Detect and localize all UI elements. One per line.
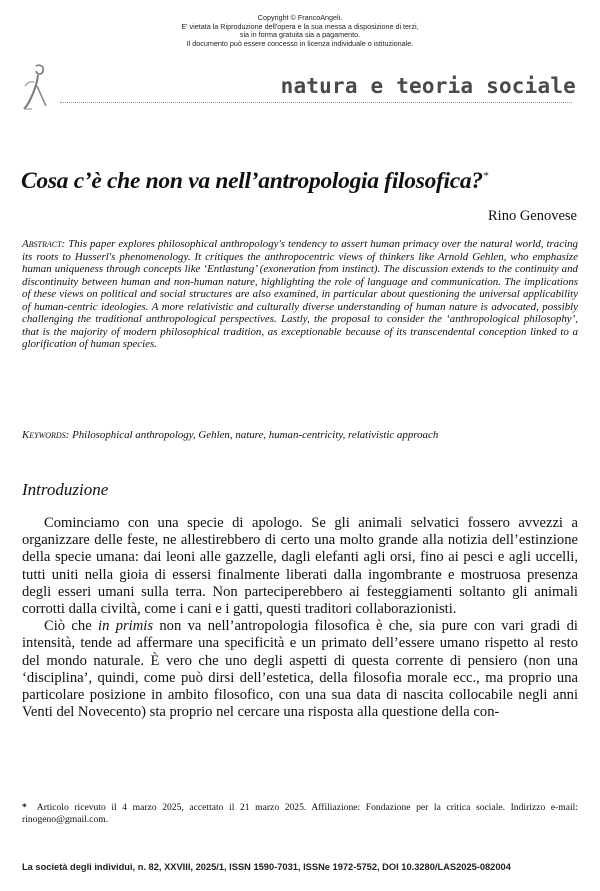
abstract xyxy=(22,238,578,351)
body-paragraph-1: Cominciamo con una specie di apologo. Se gli animali selvatici fossero avvezzi a organizzare delle feste, ne allestirebbero di certo una molto grande alla notizia dell’estinzione della specie umana: dai leoni alle gazzelle, dagli elefanti agli orsi, fino ai pesci e agli uccelli, tutti uniti nella gioia di essersi finalmente liberati dalla ingombrante e mostruosa presenza degli esseri umani sulla terra. Non parteciperebbero ai festeggiamenti soltanto gli animali corrotti dalla civiltà, come i cani e i gatti, questi traditori collaborazionisti. xyxy=(22,515,578,618)
article-title xyxy=(21,167,581,195)
footnote xyxy=(22,802,578,826)
keywords xyxy=(22,429,582,442)
copyright-line: Copyright © FrancoAngeli. xyxy=(257,13,343,22)
copyright-notice xyxy=(0,14,600,48)
section-heading: Introduzione xyxy=(22,480,109,499)
footnote-text: Articolo ricevuto il 4 marzo 2025, accettato il 21 marzo 2025. Affiliazione: Fondazione per la critica sociale. Indirizzo e-mail: rinogeno@gmail.com. xyxy=(22,802,578,826)
stylized-figure-logo-icon xyxy=(22,62,54,112)
title-footnote-mark[interactable]: * xyxy=(482,170,489,183)
header-dotted-rule xyxy=(60,102,572,103)
copyright-line: Il documento può essere concesso in licenza individuale o istituzionale. xyxy=(186,38,414,48)
abstract-text: This paper explores philosophical anthropology's tendency to assert human primacy over the natural world, tracing its roots to Husserl's phenomenology. It critiques the anthropocentric views of thinkers like Arnold Gehlen, who emphasize human uniqueness through concepts like ‘Entlastung’ (exoneration from instinct). The discussion extends to the continuity and discontinuity between human and non-human nature, highlighting the role of language and communication. The implications of these views on political and social structures are also examined, in particular about questioning the universal applicability of human-centric ideologies. A more relativistic and culturally diverse understanding of human nature is advocated, possibly challenging the traditional anthropological perspectives. Lastly, the proposal to consider the ‘anthropological philosophy’, that is the majority of modern philosophical tradition, as exceptionable because of its transcendental conception linked to a glorification of human species. xyxy=(22,238,578,350)
footnote-mark: * xyxy=(22,802,27,813)
body-text xyxy=(22,515,578,721)
keywords-text: Philosophical anthropology, Gehlen, nature, human-centricity, relativistic approach xyxy=(72,429,439,441)
keywords-label: Keywords: xyxy=(22,429,70,441)
journal-citation: La società degli individui, n. 82, XXVIII, 2025/1, ISSN 1590-7031, ISSNe 1972-5752, DOI 10.3280/LAS2025-082004 xyxy=(22,862,511,872)
article-title-text: Cosa c’è che non va nell’antropologia filosofica? xyxy=(21,168,483,194)
journal-header xyxy=(20,62,580,112)
copyright-line: E' vietata la Riproduzione dell'opera e la sua messa a disposizione di terzi, xyxy=(181,21,419,31)
author-name: Rino Genovese xyxy=(488,208,577,224)
journal-title: natura e teoria sociale xyxy=(280,74,576,98)
body-paragraph-2-italic: in primis xyxy=(98,618,154,635)
body-paragraph-2-rest: non va nell’antropologia filosofica è che, sia pure con vari gradi di intensità, tende ad affermare una specificità e un primato dell’essere umano rispetto al resto del mondo naturale. È vero che uno degli aspetti di questa corrente di pensiero (non una ‘disciplina’, quindi, come può dirsi dell’estetica, della filosofia morale ecc., ma proprio una particolare posizione in ambito filosofico, con una sua data di nascita collocabile negli anni Venti del Novecento) sta proprio nel cercare una risposta alla questione della con- xyxy=(22,618,578,721)
copyright-line: sia in forma gratuita sia a pagamento. xyxy=(239,30,361,39)
body-paragraph-2 xyxy=(22,618,578,721)
body-paragraph-2-start: Ciò che xyxy=(44,618,99,635)
abstract-label: Abstract: xyxy=(22,238,66,250)
